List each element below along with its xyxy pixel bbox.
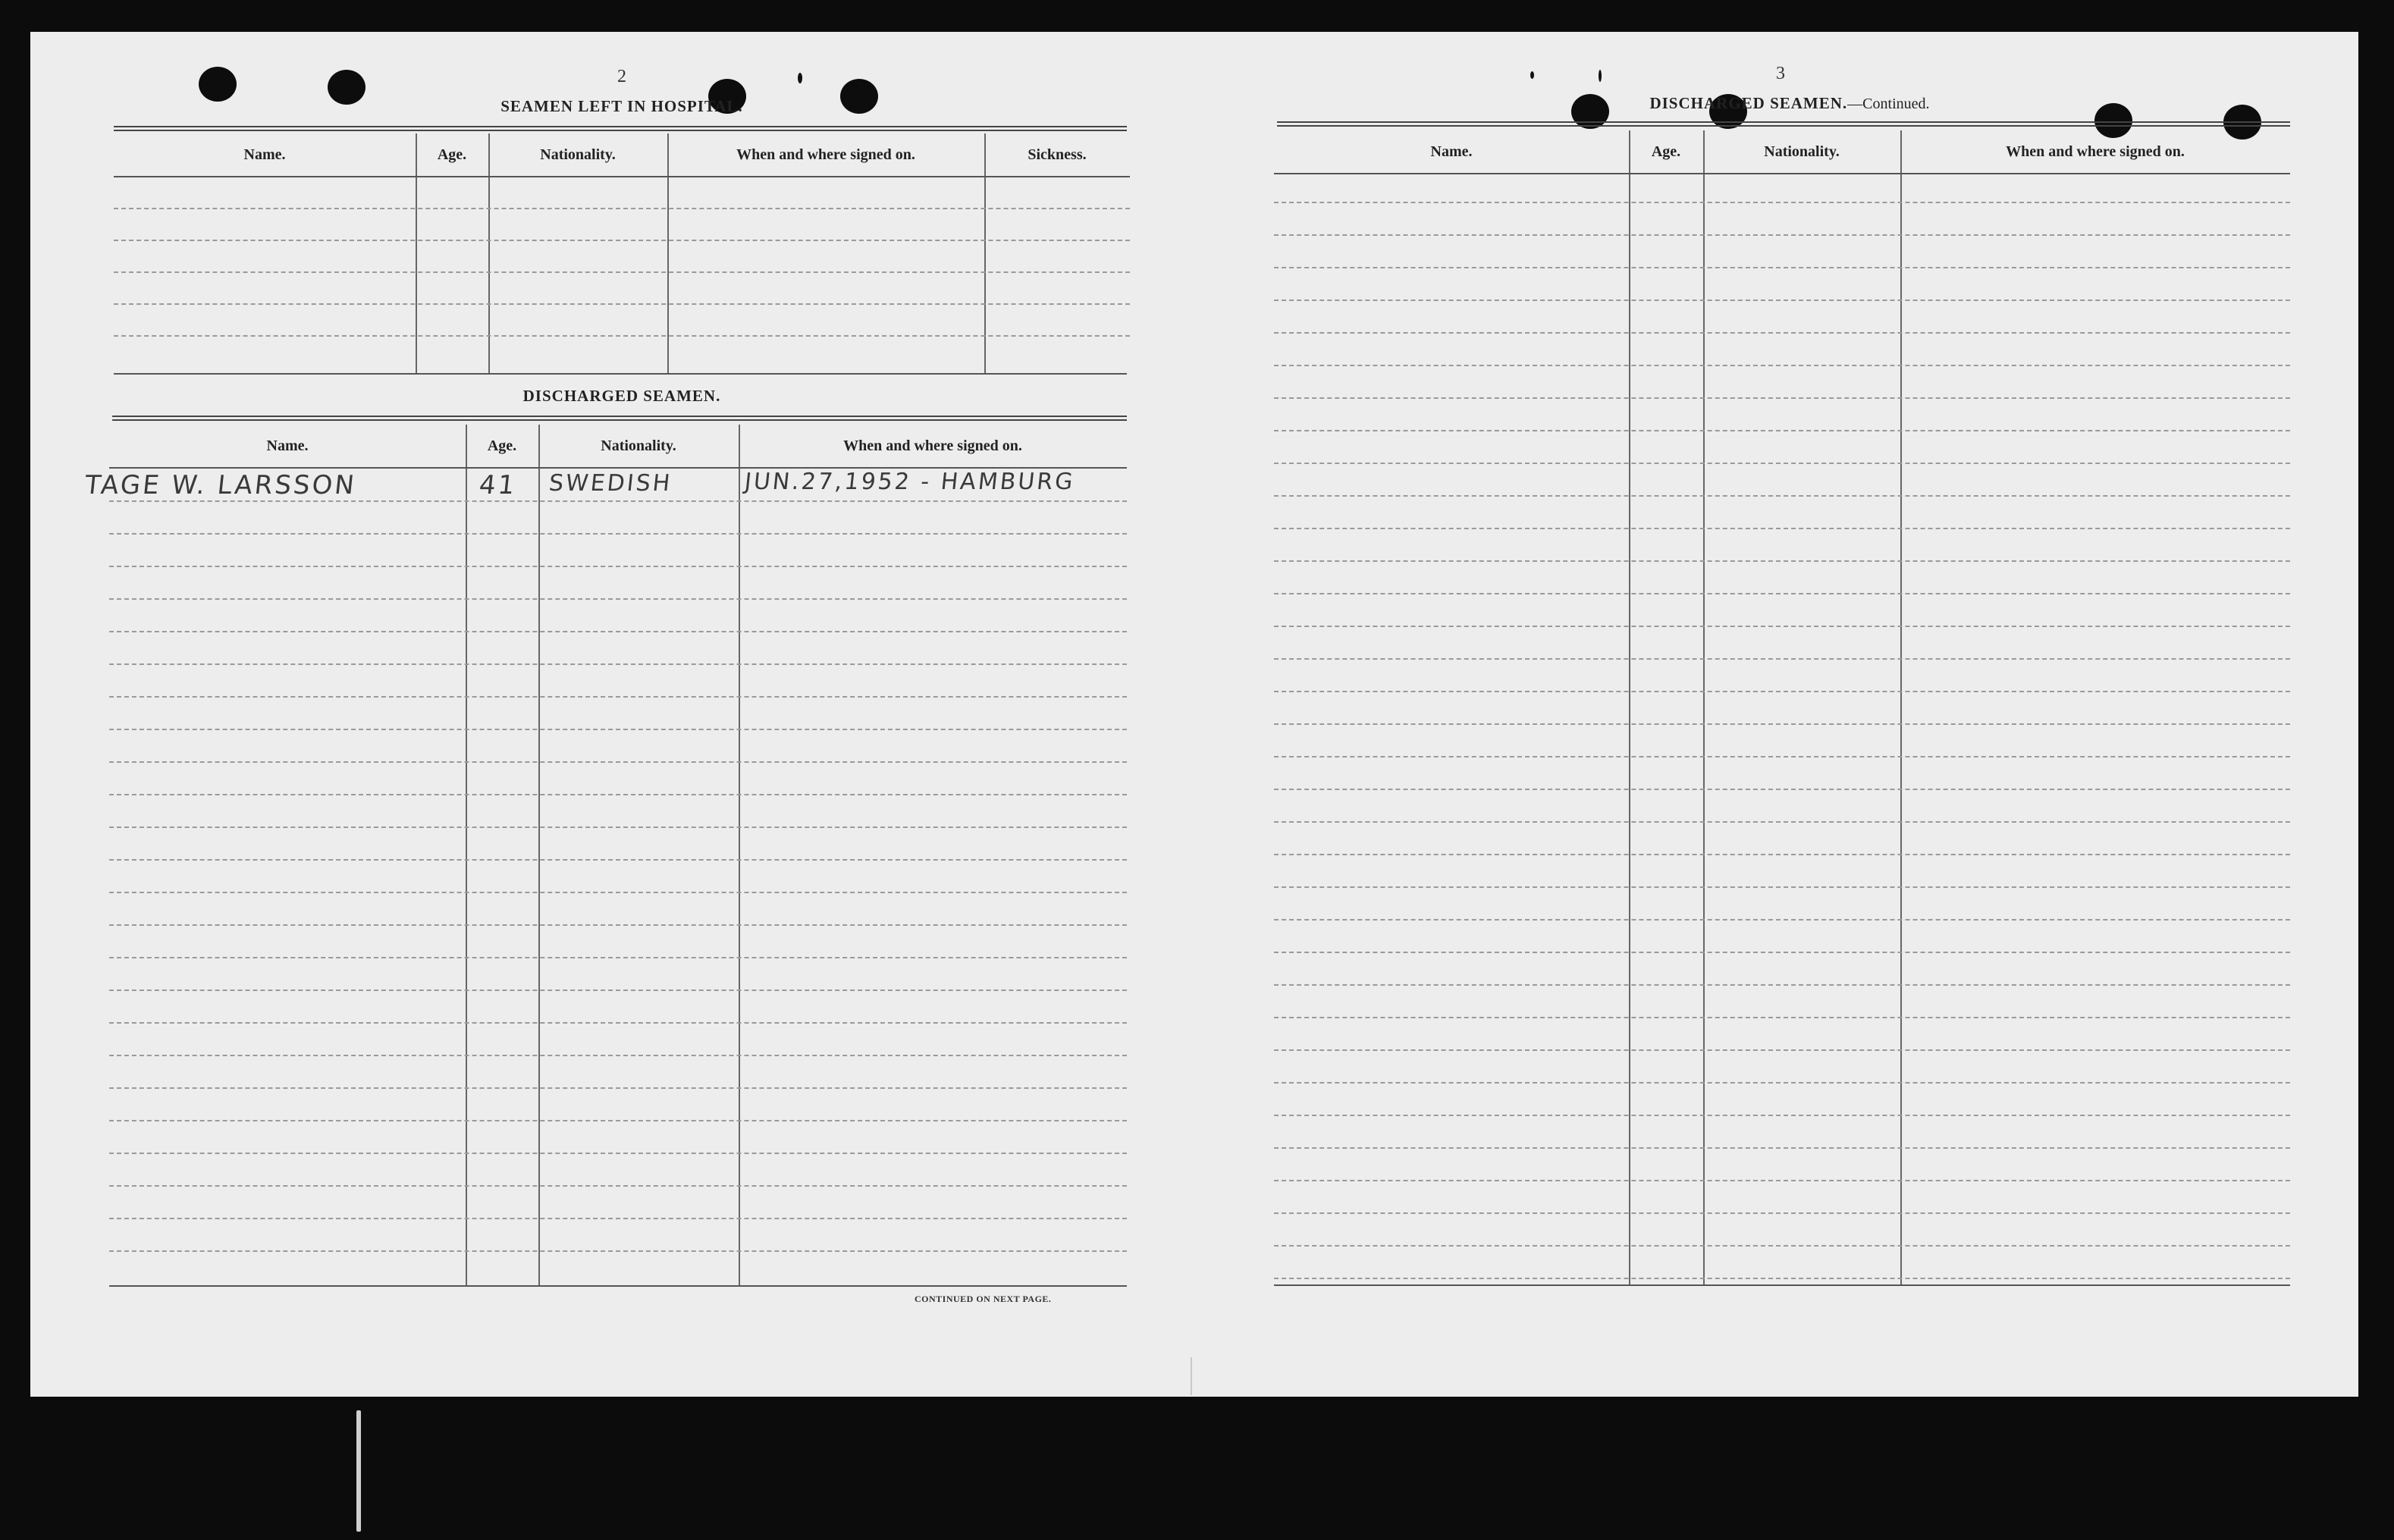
entry-line — [1274, 1049, 2290, 1051]
entry-line — [1274, 789, 2290, 790]
entry-line — [1274, 365, 2290, 366]
hospital-section-title: SEAMEN LEFT IN HOSPITAL. — [500, 97, 743, 115]
entry-line — [1274, 756, 2290, 757]
entry-line — [1274, 300, 2290, 301]
entry-line — [109, 631, 1127, 632]
center-fold — [1191, 1357, 1192, 1395]
right-title-suffix: —Continued. — [1847, 96, 1930, 112]
punch-hole — [199, 67, 237, 102]
col-name: Name. — [243, 146, 286, 163]
column-divider — [739, 425, 740, 1285]
col-name: Name. — [1430, 143, 1473, 160]
entry-line — [109, 1185, 1127, 1187]
right-title-text: DISCHARGED SEAMEN. — [1649, 94, 1848, 112]
entry-line — [109, 1120, 1127, 1121]
entry-line — [109, 1055, 1127, 1056]
entry-line — [109, 859, 1127, 861]
entry-line — [1274, 984, 2290, 986]
entry-line — [1274, 593, 2290, 594]
entry-line — [109, 598, 1127, 600]
discharged-top-rule — [112, 416, 1127, 421]
entry-line — [109, 957, 1127, 958]
column-divider — [667, 133, 669, 373]
entry-line — [1274, 1278, 2290, 1279]
column-divider — [984, 133, 986, 373]
entry-line — [1274, 723, 2290, 725]
entry-line — [1274, 332, 2290, 334]
continued-note: CONTINUED ON NEXT PAGE. — [915, 1294, 1052, 1304]
entry-line — [1274, 952, 2290, 953]
hospital-top-rule — [114, 126, 1127, 131]
discharged-bottom-rule — [109, 1285, 1127, 1287]
entry-line — [109, 1250, 1127, 1252]
col-age: Age. — [437, 146, 467, 163]
entry-line — [114, 240, 1130, 241]
column-divider — [1703, 130, 1705, 1284]
right-bottom-rule — [1274, 1284, 2290, 1286]
entry-line — [109, 1087, 1127, 1089]
entry-line — [1274, 397, 2290, 399]
punch-hole — [840, 79, 878, 114]
entry-line — [1274, 528, 2290, 529]
entry-line — [109, 533, 1127, 535]
entry-line — [114, 208, 1130, 209]
column-divider — [466, 425, 467, 1285]
entry-line — [109, 1022, 1127, 1024]
entry-line — [109, 990, 1127, 991]
col-age: Age. — [1651, 143, 1681, 160]
punch-hole — [328, 70, 366, 105]
entry-name: TAGE W. LARSSON — [83, 470, 358, 500]
ink-speck — [1599, 70, 1602, 82]
col-sickness: Sickness. — [1028, 146, 1087, 163]
entry-line — [109, 826, 1127, 828]
ink-speck — [356, 1410, 361, 1532]
discharged-table — [109, 425, 1127, 1285]
entry-line — [1274, 202, 2290, 203]
entry-line — [109, 696, 1127, 698]
hospital-bottom-rule — [114, 373, 1127, 375]
entry-line — [1274, 495, 2290, 497]
entry-line — [1274, 267, 2290, 268]
right-section-title — [1608, 94, 1972, 113]
discharged-section-title: DISCHARGED SEAMEN. — [522, 387, 721, 405]
entry-line — [114, 303, 1130, 305]
ink-speck — [798, 73, 802, 83]
header-rule — [1274, 173, 2290, 174]
header-rule — [114, 176, 1130, 177]
col-nationality: Nationality. — [601, 438, 676, 454]
entry-line — [109, 761, 1127, 763]
col-nationality: Nationality. — [1764, 143, 1840, 160]
col-signed-on: When and where signed on. — [843, 438, 1022, 454]
entry-line — [1274, 1115, 2290, 1116]
column-divider — [488, 133, 490, 373]
entry-line — [1274, 919, 2290, 921]
entry-line — [1274, 691, 2290, 692]
entry-nationality: SWEDISH — [548, 470, 674, 497]
col-signed-on: When and where signed on. — [2006, 143, 2185, 160]
entry-line — [1274, 854, 2290, 855]
entry-line — [1274, 1180, 2290, 1181]
entry-line — [1274, 1147, 2290, 1149]
entry-signed-on: JUN.27,1952 - HAMBURG — [743, 469, 1077, 495]
entry-line — [109, 566, 1127, 567]
col-name: Name. — [266, 438, 309, 454]
entry-line — [109, 729, 1127, 730]
entry-line — [109, 1153, 1127, 1154]
entry-line — [1274, 1017, 2290, 1018]
col-signed-on: When and where signed on. — [736, 146, 915, 163]
entry-line — [1274, 886, 2290, 888]
col-age: Age. — [487, 438, 517, 454]
entry-line — [1274, 463, 2290, 464]
page-number-right: 3 — [1776, 64, 1785, 83]
entry-line — [114, 271, 1130, 273]
entry-age: 41 — [477, 470, 519, 500]
hospital-table — [114, 133, 1130, 373]
entry-line — [109, 892, 1127, 893]
entry-line — [114, 335, 1130, 337]
entry-line — [109, 663, 1127, 665]
entry-line — [1274, 658, 2290, 660]
entry-line — [1274, 234, 2290, 236]
entry-line — [109, 1218, 1127, 1219]
column-divider — [538, 425, 540, 1285]
column-divider — [416, 133, 417, 373]
page-number-left: 2 — [617, 67, 626, 86]
entry-line — [1274, 1082, 2290, 1084]
discharged-continued-table — [1274, 130, 2290, 1284]
entry-line — [1274, 626, 2290, 627]
column-divider — [1900, 130, 1902, 1284]
entry-line — [1274, 430, 2290, 431]
col-nationality: Nationality. — [540, 146, 616, 163]
right-top-rule — [1277, 121, 2290, 127]
entry-line — [1274, 560, 2290, 562]
entry-line — [1274, 1245, 2290, 1247]
entry-line — [109, 500, 1127, 502]
ink-speck — [1530, 71, 1534, 79]
entry-line — [109, 794, 1127, 795]
entry-line — [109, 924, 1127, 926]
entry-line — [1274, 1212, 2290, 1214]
column-divider — [1629, 130, 1630, 1284]
entry-line — [1274, 821, 2290, 823]
